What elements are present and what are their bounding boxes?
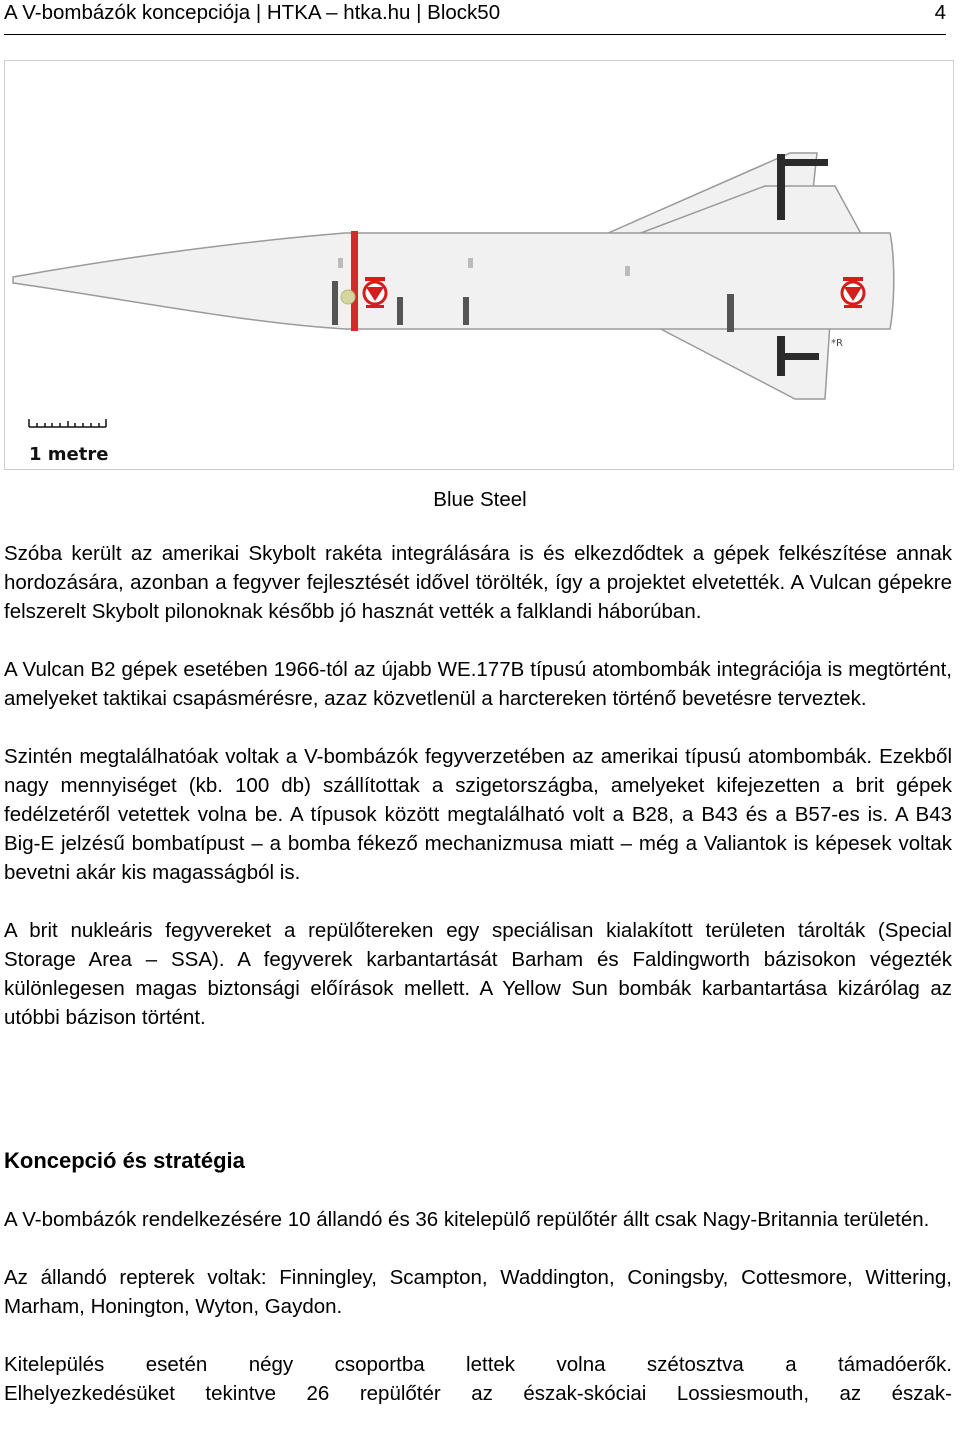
- paragraph-storage: A brit nukleáris fegyvereket a repülőtereken egy speciálisan kialakított területen tárolták (Special Storage Area – SSA). A fegyverek karbantartását Barham és Faldingworth bázisokon végezték különlegesen magas biztonsági előírások mellett. A Yellow Sun bombák karbantartása kizárólag az utóbbi bázison történt.: [4, 919, 952, 1029]
- panel-mark-3: [625, 266, 630, 276]
- access-bar-2: [397, 297, 403, 325]
- access-bar-1: [332, 281, 338, 325]
- paragraph-airfields: A V-bombázók rendelkezésére 10 állandó és 36 kitelepülő repülőtér állt csak Nagy-Britannia területén.: [4, 1208, 930, 1231]
- scale-bar: [29, 419, 106, 427]
- panel-mark-2: [468, 258, 473, 268]
- header-title: A V-bombázók koncepciója | HTKA – htka.hu | Block50: [4, 1, 501, 24]
- paragraph-skybolt: Szóba került az amerikai Skybolt rakéta integrálására is és elkezdődtek a gépek felkészítése annak hordozására, azonban a fegyver fejlesztését idővel törölték, így a projektet elvetették. A Vulcan gépekre felszerelt Skybolt pilonoknak később jó hasznát vették a falklandi háborúban.: [4, 542, 952, 623]
- access-bar-3: [463, 297, 469, 325]
- body-text-lower: [4, 1205, 952, 1408]
- figure-caption: Blue Steel: [433, 488, 527, 511]
- paragraph-dispersal-line1: Kitelepülés esetén négy csoportba lettek volna szétosztva a támadóerők.: [4, 1353, 952, 1376]
- marker-dot: [341, 290, 355, 304]
- lower-ventral-fin: [655, 323, 830, 399]
- panel-mark-1: [338, 258, 343, 268]
- blue-steel-missile-drawing: [5, 61, 954, 470]
- pylon-strip: [727, 294, 734, 332]
- svg-text:*R: *R: [831, 338, 843, 349]
- fuselage: [13, 233, 894, 329]
- paragraph-we177b: A Vulcan B2 gépek esetében 1966-tól az újabb WE.177B típusú atombombák integrációja is megtörtént, amelyeket taktikai csapásmérésre, azaz közvetlenül a harctereken történő bevetésre terveztek.: [4, 658, 952, 710]
- section-heading: Koncepció és stratégia: [4, 1148, 245, 1173]
- page-header: [4, 0, 946, 35]
- page-number: 4: [934, 1, 946, 24]
- lower-fin-tip: [777, 353, 819, 360]
- scale-label: 1 metre: [29, 444, 109, 465]
- red-stripe: [351, 231, 358, 331]
- upper-fin-tip: [780, 159, 828, 166]
- body-text-upper: [4, 539, 952, 1032]
- paragraph-permanent-bases: Az állandó repterek voltak: Finningley, Scampton, Waddington, Coningsby, Cottesmore, Wittering, Marham, Honington, Wyton, Gaydon.: [4, 1266, 952, 1318]
- paragraph-us-bombs: Szintén megtalálhatóak voltak a V-bombázók fegyverzetében az amerikai típusú atombombák. Ezekből nagy mennyiséget (kb. 100 db) szállítottak a szigetországba, amelyeket kifejezetten a brit gépek fedélzetéről vetettek volna be. A típusok között megtalálható volt a B28, a B43 és a B57-es is. A B43 Big-E jelzésű bombatípust – a bomba fékező mechanizmusa miatt – még a Valiantok is képesek voltak bevetni akár kis magasságból is.: [4, 745, 952, 884]
- blue-steel-figure: [4, 60, 954, 470]
- paragraph-dispersal-line2: Elhelyezkedésüket tekintve 26 repülőtér az észak-skóciai Lossiesmouth, az észak-: [4, 1382, 952, 1405]
